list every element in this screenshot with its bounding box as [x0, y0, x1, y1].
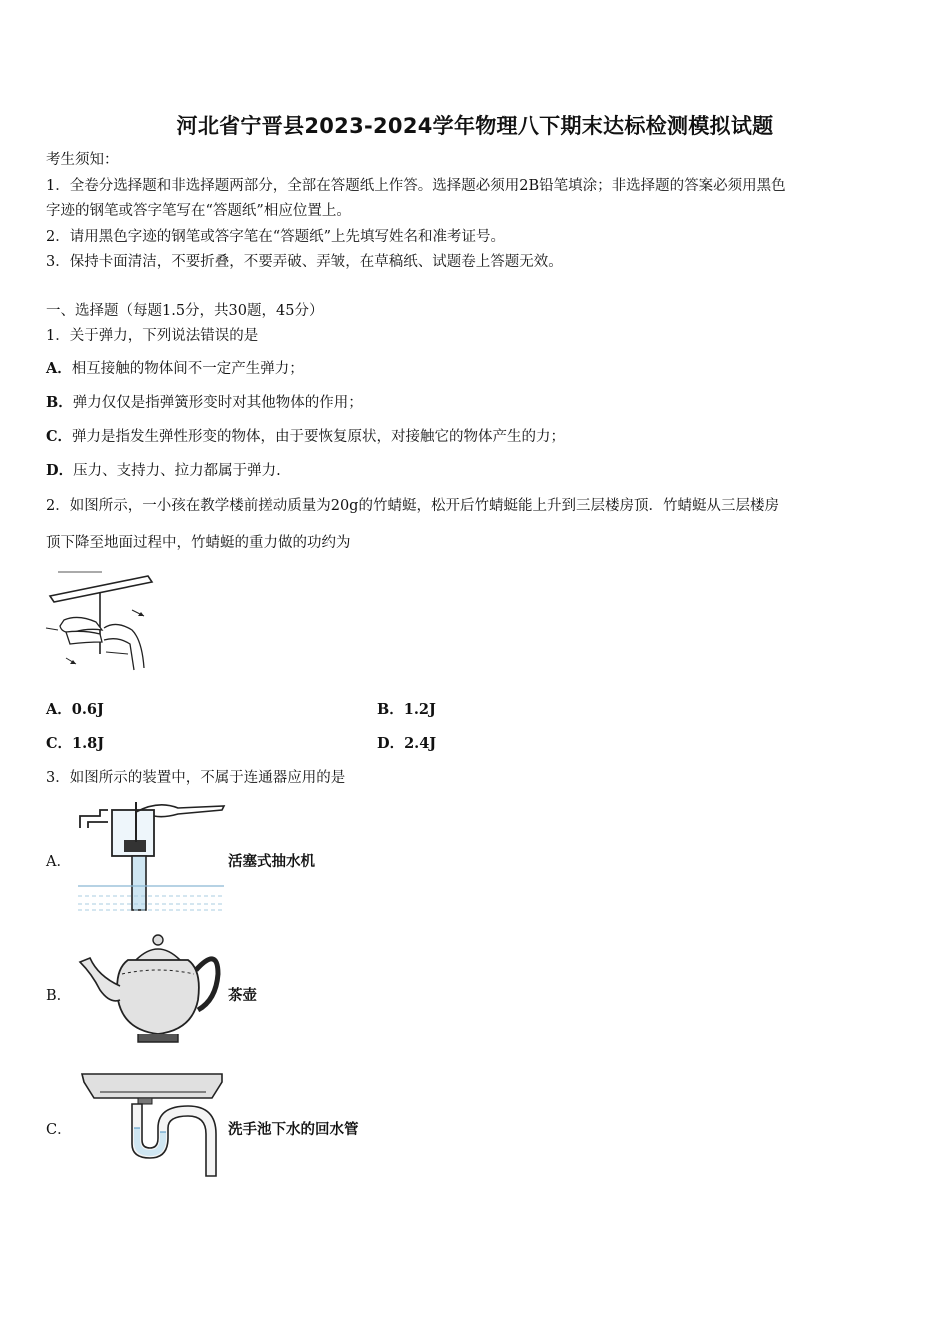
option-text: 压力、支持力、拉力都属于弹力.: [73, 463, 281, 479]
option-label: C．: [46, 428, 73, 445]
option-label: D．: [377, 735, 405, 752]
q3-option-b-text: 茶壶: [228, 987, 257, 1004]
q1-option-b: [46, 393, 363, 413]
option-text: 1.2J: [403, 701, 436, 718]
option-label: B．: [46, 394, 73, 411]
option-label: B．: [377, 701, 404, 718]
q3-option-b-label: B．: [46, 988, 72, 1004]
q2-option-d: [377, 734, 436, 754]
option-text: 0.6J: [71, 701, 104, 718]
sink-trap-figure: [80, 1068, 228, 1180]
option-label: D．: [46, 462, 74, 479]
q2-option-c: [46, 734, 104, 754]
teapot-figure: [78, 930, 226, 1046]
q2-stem: 2．如图所示，一小孩在教学楼前搓动质量为20g的竹蜻蜓，松开后竹蜻蜓能上升到三层楼房顶．竹蜻蜓从三层楼房: [46, 498, 779, 514]
q3-option-a-label: A．: [46, 854, 71, 870]
notice-item: 1．全卷分选择题和非选择题两部分，全部在答题纸上作答。选择题必须用2B铅笔填涂；非选择题的答案必须用黑色: [46, 178, 786, 194]
q3-stem: 3．如图所示的装置中，不属于连通器应用的是: [46, 770, 346, 786]
q1-option-a: [46, 359, 304, 379]
q1-option-d: [46, 461, 281, 481]
notice-item: 3．保持卡面清洁，不要折叠，不要弄破、弄皱，在草稿纸、试题卷上答题无效。: [46, 254, 563, 270]
option-text: 相互接触的物体间不一定产生弹力；: [71, 361, 304, 377]
page-title: 河北省宁晋县2023-2024学年物理八下期末达标检测模拟试题: [176, 114, 774, 138]
q3-option-c-text: 洗手池下水的回水管: [228, 1121, 359, 1138]
option-text: 弹力是指发生弹性形变的物体，由于要恢复原状，对接触它的物体产生的力；: [72, 429, 566, 445]
option-label: A．: [46, 701, 72, 718]
piston-pump-figure: [78, 802, 226, 914]
q1-stem: 1．关于弹力，下列说法错误的是: [46, 328, 259, 344]
option-label: A．: [46, 360, 72, 377]
notice-item: 字迹的钢笔或答字笔写在“答题纸”相应位置上。: [46, 203, 351, 219]
bamboo-dragonfly-figure: [44, 570, 158, 682]
option-text: 弹力仅仅是指弹簧形变时对其他物体的作用；: [72, 395, 363, 411]
option-text: 1.8J: [72, 735, 105, 752]
q3-option-c-label: C．: [46, 1122, 72, 1138]
q3-option-a-text: 活塞式抽水机: [228, 853, 315, 870]
q1-option-c: [46, 427, 565, 447]
section-heading: 一、选择题（每题1.5分，共30题，45分）: [46, 303, 324, 319]
notice-heading: 考生须知：: [46, 152, 119, 168]
q2-stem: 顶下降至地面过程中，竹蜻蜓的重力做的功约为: [46, 535, 351, 551]
q2-option-b: [377, 700, 436, 720]
notice-item: 2．请用黑色字迹的钢笔或答字笔在“答题纸”上先填写姓名和准考证号。: [46, 229, 506, 245]
option-text: 2.4J: [404, 735, 437, 752]
q2-option-a: [46, 700, 104, 720]
option-label: C．: [46, 735, 73, 752]
